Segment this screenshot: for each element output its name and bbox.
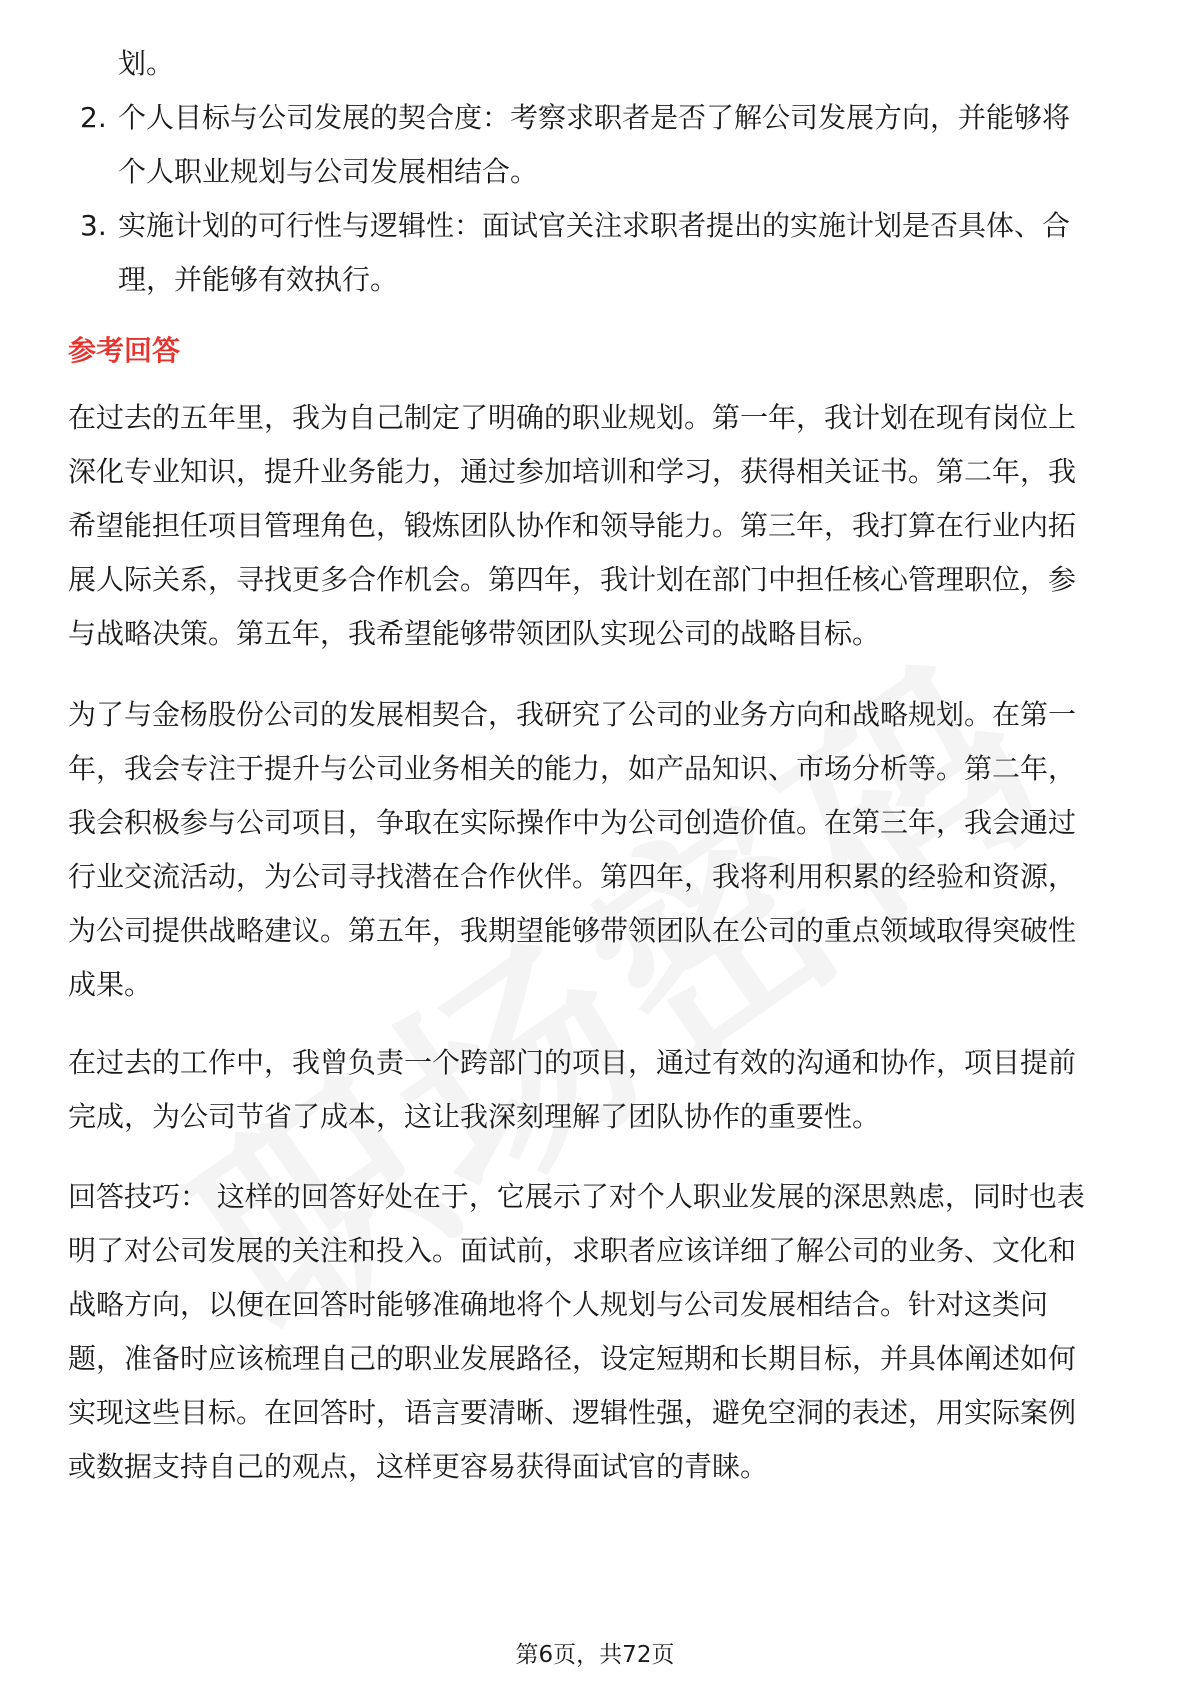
para2-line: 为了与金杨股份公司的发展相契合，我研究了公司的业务方向和战略规划。在第一 xyxy=(68,698,1077,731)
tips-line: 明了对公司发展的关注和投入。面试前，求职者应该详细了解公司的业务、文化和 xyxy=(68,1234,1077,1267)
para2-line: 我会积极参与公司项目，争取在实际操作中为公司创造价值。在第三年，我会通过 xyxy=(68,806,1077,839)
tips-line: 回答技巧： 这样的回答好处在于，它展示了对个人职业发展的深思熟虑，同时也表 xyxy=(68,1180,1085,1213)
tips-line: 实现这些目标。在回答时，语言要清晰、逻辑性强，避免空洞的表述，用实际案例 xyxy=(68,1396,1077,1429)
criteria-item-2-line-1: 个人目标与公司发展的契合度：考察求职者是否了解公司发展方向，并能够将 xyxy=(118,101,1071,134)
tips-line: 或数据支持自己的观点，这样更容易获得面试官的青睐。 xyxy=(68,1450,769,1483)
para1-line: 希望能担任项目管理角色，锻炼团队协作和领导能力。第三年，我打算在行业内拓 xyxy=(68,509,1077,542)
criteria-item-1-tail: 划。 xyxy=(118,47,175,80)
para2-line: 为公司提供战略建议。第五年，我期望能够带领团队在公司的重点领域取得突破性 xyxy=(68,914,1077,947)
para3-line: 在过去的工作中，我曾负责一个跨部门的项目，通过有效的沟通和协作，项目提前 xyxy=(68,1046,1077,1079)
para1-line: 展人际关系，寻找更多合作机会。第四年，我计划在部门中担任核心管理职位，参 xyxy=(68,563,1077,596)
para1-line: 深化专业知识，提升业务能力，通过参加培训和学习，获得相关证书。第二年，我 xyxy=(68,455,1077,488)
tips-line: 战略方向，以便在回答时能够准确地将个人规划与公司发展相结合。针对这类问 xyxy=(68,1288,1049,1321)
tips-line: 题，准备时应该梳理自己的职业发展路径，设定短期和长期目标，并具体阐述如何 xyxy=(68,1342,1077,1375)
criteria-item-3-line-2: 理，并能够有效执行。 xyxy=(118,263,399,296)
page-footer: 第6页，共72页 xyxy=(515,1642,675,1668)
para1-line: 与战略决策。第五年，我希望能够带领团队实现公司的战略目标。 xyxy=(68,617,881,650)
para3-line: 完成，为公司节省了成本，这让我深刻理解了团队协作的重要性。 xyxy=(68,1100,881,1133)
para2-line: 年，我会专注于提升与公司业务相关的能力，如产品知识、市场分析等。第二年， xyxy=(68,752,1077,785)
para1-line: 在过去的五年里，我为自己制定了明确的职业规划。第一年，我计划在现有岗位上 xyxy=(68,401,1077,434)
criteria-item-3-line-1: 实施计划的可行性与逻辑性：面试官关注求职者提出的实施计划是否具体、合 xyxy=(118,209,1071,242)
para2-line: 成果。 xyxy=(68,968,153,1001)
answer-heading: 参考回答 xyxy=(68,334,181,367)
para2-line: 行业交流活动，为公司寻找潜在合作伙伴。第四年，我将利用积累的经验和资源， xyxy=(68,860,1077,893)
criteria-item-2-line-2: 个人职业规划与公司发展相结合。 xyxy=(118,155,539,188)
criteria-item-2-number: 2. xyxy=(80,101,107,134)
criteria-item-3-number: 3. xyxy=(80,209,107,242)
